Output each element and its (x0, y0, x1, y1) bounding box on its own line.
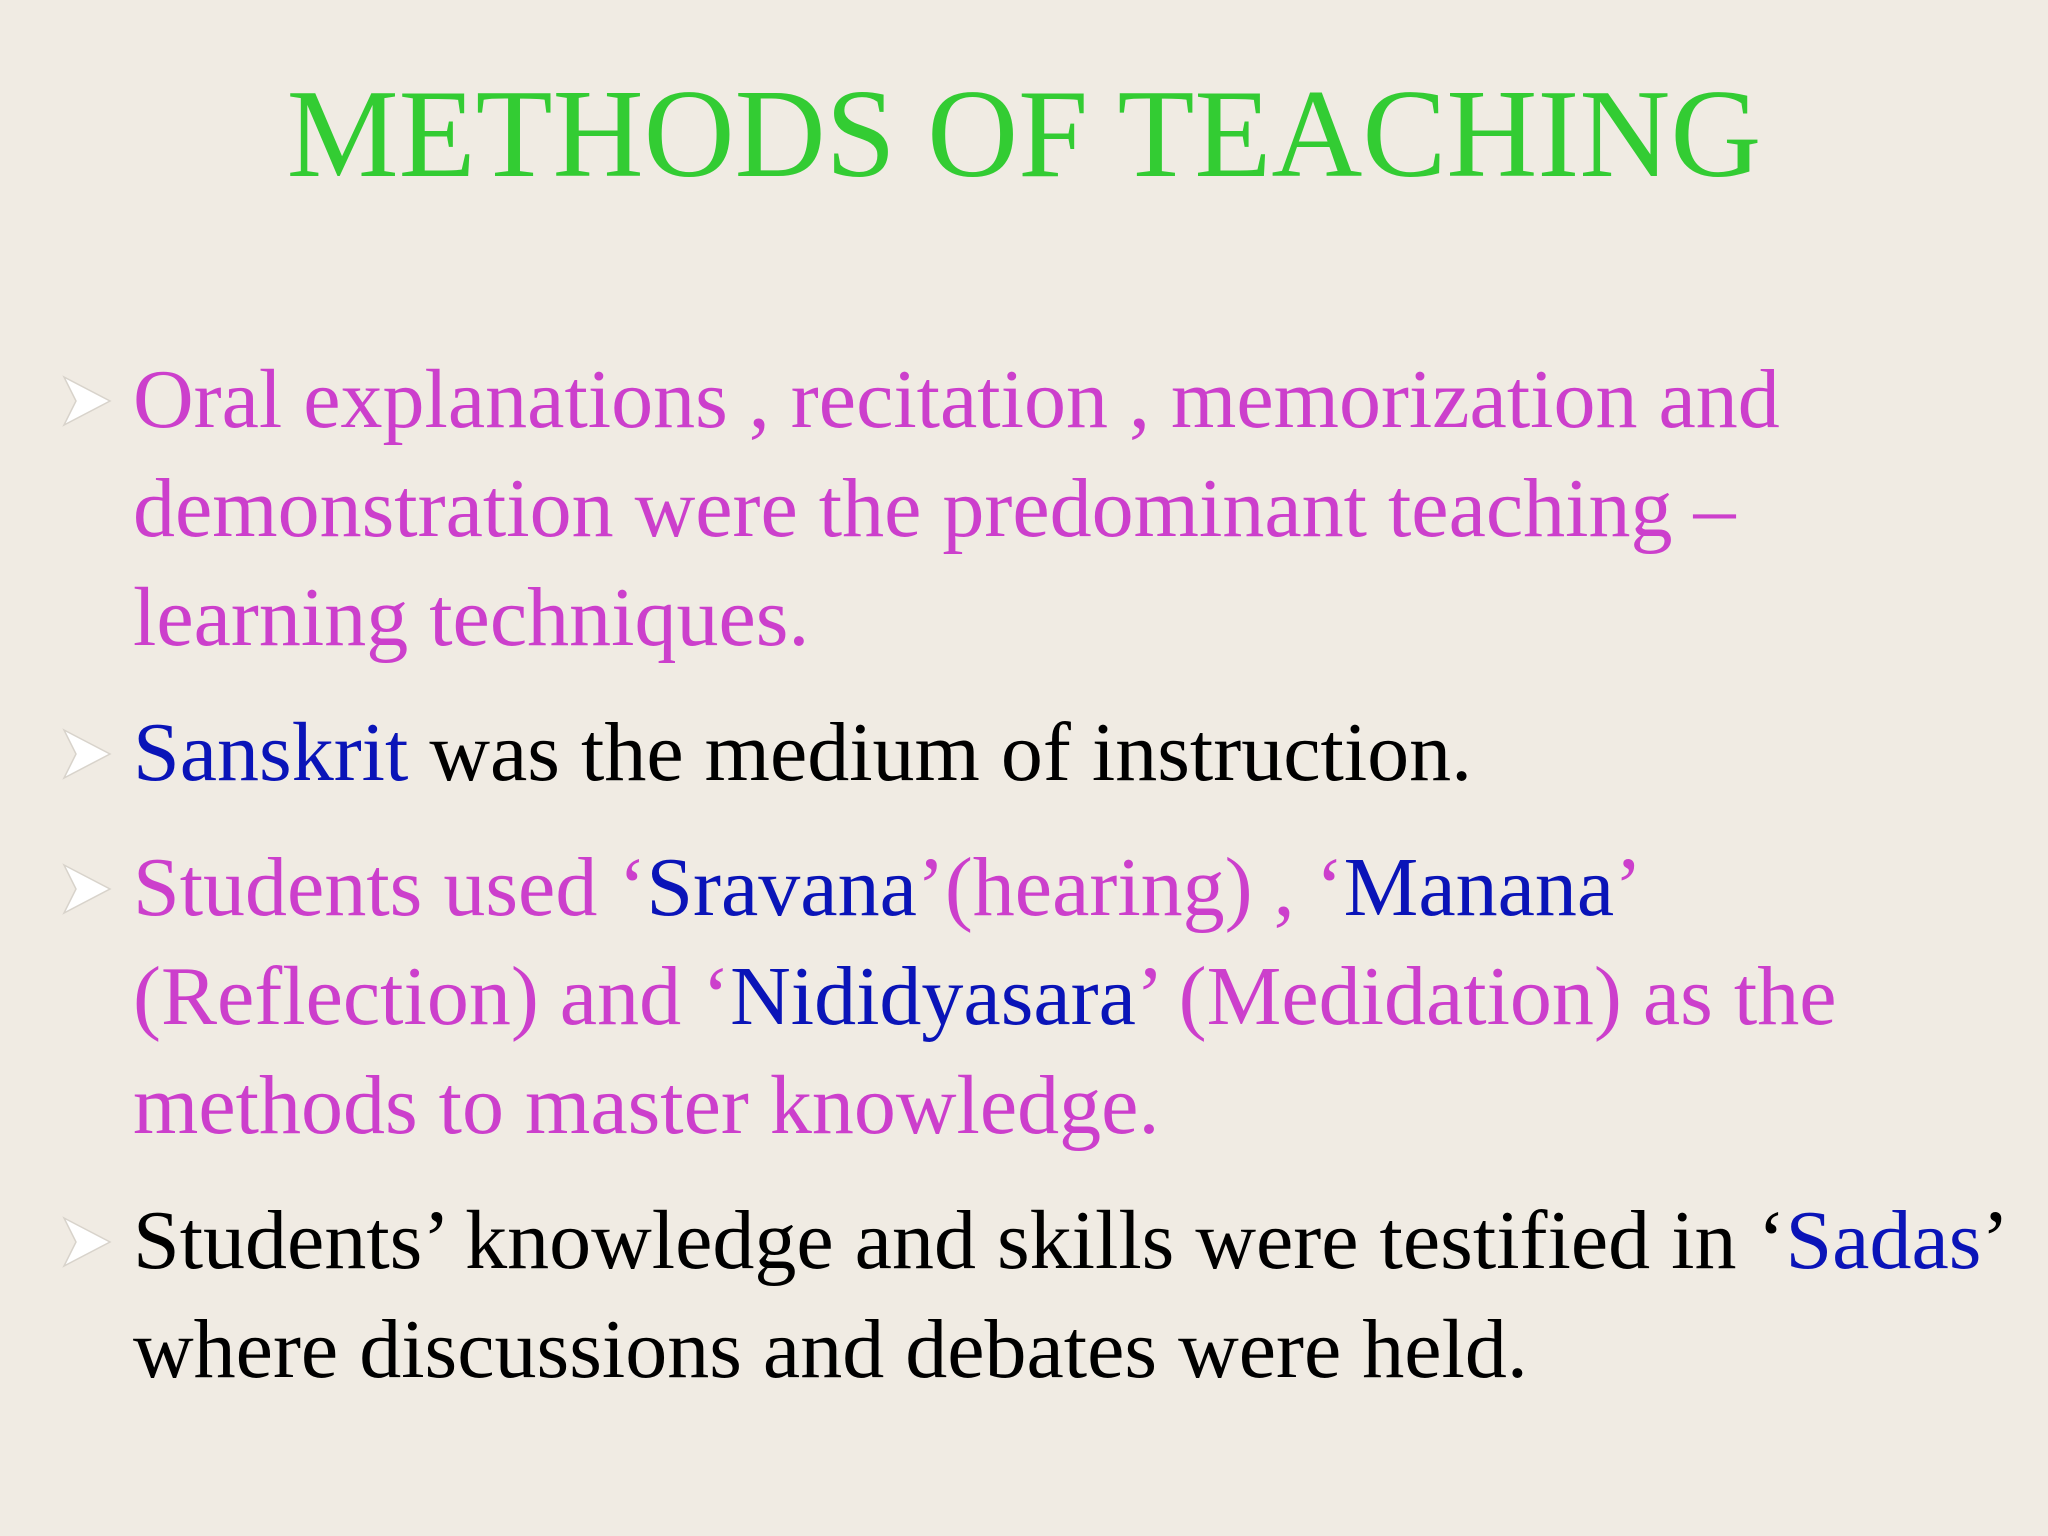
bullet-item-students-methods (58, 833, 2018, 1160)
bullet-text: ’(hearing) , ‘ (916, 841, 1344, 934)
bullet-text: Students used ‘ (133, 841, 647, 934)
term-sravana: Sravana (646, 841, 917, 934)
bullet-text: ’ where discussions and debates were held. (133, 1194, 2004, 1396)
bullet-item-oral-explanations (58, 345, 2018, 672)
bullet-text: Students’ knowledge and skills were testified in ‘ (133, 1194, 1786, 1287)
arrowhead-bullet-icon (60, 863, 112, 915)
term-sadas: Sadas (1785, 1194, 1982, 1287)
term-sanskrit: Sanskrit (133, 706, 409, 799)
bullet-list (58, 345, 2018, 1430)
slide-title: METHODS OF TEACHING (286, 65, 1762, 204)
bullet-text: ’ (Medidation) as the methods to master knowledge. (133, 950, 1837, 1152)
arrowhead-bullet-icon (60, 728, 112, 780)
bullet-text: ’ (Reflection) and ‘ (133, 841, 1636, 1043)
bullet-item-sadas (58, 1186, 2018, 1404)
arrowhead-bullet-icon (60, 1216, 112, 1268)
arrowhead-bullet-icon (60, 375, 112, 427)
bullet-text: Oral explanations , recitation , memorization and demonstration were the predominant teaching – learning techniques. (133, 353, 1780, 664)
bullet-text: was the medium of instruction. (408, 706, 1473, 799)
term-manana: Manana (1343, 841, 1615, 934)
bullet-item-sanskrit (58, 698, 2018, 807)
term-nididyasara: Nididyasara (730, 950, 1136, 1043)
